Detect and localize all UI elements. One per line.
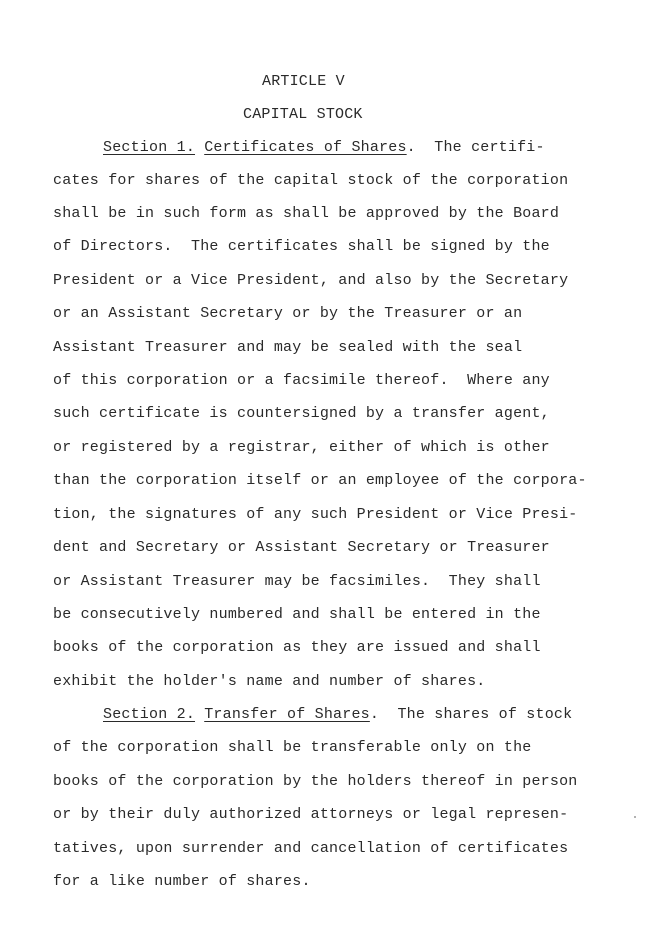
section-2-text-line: books of the corporation by the holders thereof in person <box>53 773 578 790</box>
section-1-text-line: exhibit the holder's name and number of shares. <box>53 673 486 690</box>
section-1-text-line: books of the corporation as they are issued and shall <box>53 639 541 656</box>
section-2-label: Section 2. <box>103 706 196 723</box>
scan-speck <box>634 816 636 818</box>
section-2-heading-line: Section 2. Transfer of Shares. The shares of stock <box>103 706 573 723</box>
section-1-label: Section 1. <box>103 139 196 156</box>
section-2-text-line: of the corporation shall be transferable only on the <box>53 739 532 756</box>
section-1-text-line: than the corporation itself or an employee of the corpora- <box>53 472 587 489</box>
section-1-text-line: of Directors. The certificates shall be signed by the <box>53 238 550 255</box>
section-2-heading: Transfer of Shares <box>204 706 370 723</box>
section-1-heading-line: Section 1. Certificates of Shares. The certifi- <box>103 139 545 156</box>
section-1-text-line: The certifi- <box>434 139 545 156</box>
section-1-text-line: dent and Secretary or Assistant Secretary or Treasurer <box>53 539 550 556</box>
section-2-text-line: or by their duly authorized attorneys or legal represen- <box>53 806 569 823</box>
section-1-text-line: of this corporation or a facsimile thereof. Where any <box>53 372 550 389</box>
section-2-text-line: for a like number of shares. <box>53 873 311 890</box>
article-number: ARTICLE V <box>262 73 345 90</box>
section-1-text-line: tion, the signatures of any such President or Vice Presi- <box>53 506 578 523</box>
section-1-text-line: President or a Vice President, and also by the Secretary <box>53 272 569 289</box>
section-1-text-line: shall be in such form as shall be approved by the Board <box>53 205 560 222</box>
section-1-text-line: such certificate is countersigned by a transfer agent, <box>53 405 550 422</box>
section-1-text-line: be consecutively numbered and shall be entered in the <box>53 606 541 623</box>
section-1-text-line: cates for shares of the capital stock of the corporation <box>53 172 569 189</box>
section-1-text-line: Assistant Treasurer and may be sealed with the seal <box>53 339 523 356</box>
section-1-text-line: or an Assistant Secretary or by the Treasurer or an <box>53 305 523 322</box>
section-2-text-line: The shares of stock <box>397 706 573 723</box>
section-2-text-line: tatives, upon surrender and cancellation of certificates <box>53 840 569 857</box>
section-1-text-line: or Assistant Treasurer may be facsimiles. They shall <box>53 573 541 590</box>
section-1-heading: Certificates of Shares <box>204 139 407 156</box>
article-title: CAPITAL STOCK <box>243 106 363 123</box>
section-1-text-line: or registered by a registrar, either of which is other <box>53 439 550 456</box>
